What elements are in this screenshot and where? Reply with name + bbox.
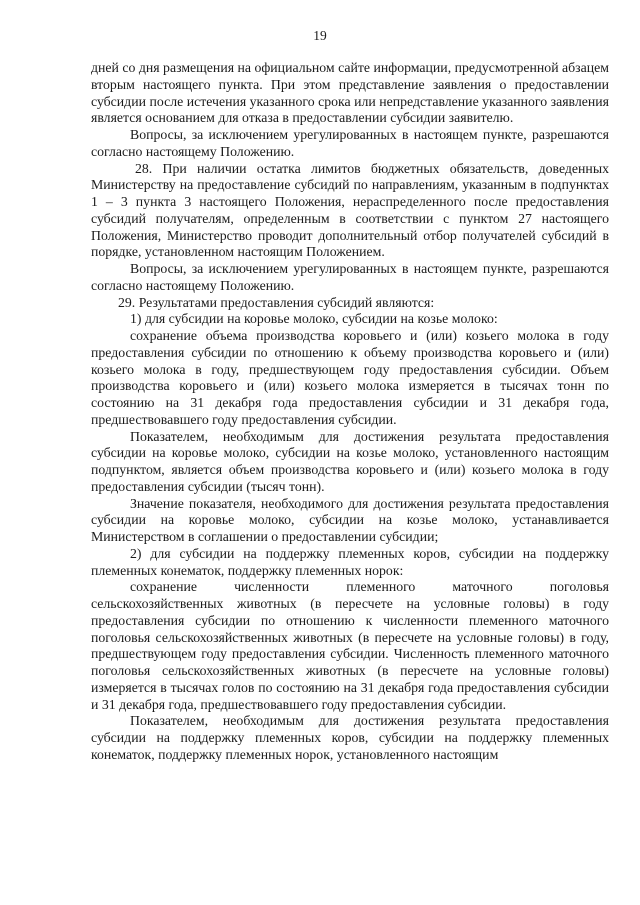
paragraph: Вопросы, за исключением урегулированных в настоящем пункте, разрешаются согласно настоящему Положению. xyxy=(91,127,609,159)
paragraph: 1) для субсидии на коровье молоко, субсидии на козье молоко: xyxy=(130,311,498,327)
paragraph: 2) для субсидии на поддержку племенных коров, субсидии на поддержку племенных конематок, поддержку племенных норок: xyxy=(91,545,609,578)
paragraph: сохранение численности племенного маточного поголовья сельскохозяйственных животных (в пересчете на условные головы) в году предоставления субсидии по отношению к численности племенного маточного поголовья сельскохозяйственных животных (в пересчете на условные головы) в году, предшествующем году предоставления субсидии. Численность племенного маточного поголовья сельскохозяйственных животных (в пересчете на условные головы) измеряется в тысячах голов по состоянию на 31 декабря года предоставления субсидии и 31 декабря года, предшествовавшего году предоставления субсидии. xyxy=(91,579,609,712)
paragraph: 29. Результатами предоставления субсидий являются: xyxy=(118,294,435,310)
page-number: 19 xyxy=(313,28,327,43)
paragraph: Показателем, необходимым для достижения результата предоставления субсидии на поддержку племенных коров, субсидии на поддержку племенных конематок, поддержку племенных норок, установленного настоящим xyxy=(91,713,609,762)
paragraph: 28. При наличии остатка лимитов бюджетных обязательств, доведенных Министерству на предоставление субсидий по направлениям, указанным в подпунктах 1 – 3 пункта 3 настоящего Положения, нераспределенного после предоставления субсидий получателям, определенным в соответствии с пунктом 27 настоящего Положения, Министерство проводит дополнительный отбор получателей субсидий в порядке, установленном настоящим Положением. xyxy=(91,160,609,260)
paragraph: дней со дня размещения на официальном сайте информации, предусмотренной абзацем вторым настоящего пункта. При этом представление заявления о предоставлении субсидии после истечения указанного срока или непредставление указанного заявления является основанием для отказа в предоставлении субсидии заявителю. xyxy=(91,60,609,126)
paragraph: сохранение объема производства коровьего и (или) козьего молока в году предоставления субсидии по отношению к объему производства коровьего и (или) козьего молока в году, предшествующем году предоставления субсидии. Объем производства коровьего и (или) козьего молока измеряется в тысячах тонн по состоянию на 31 декабря года предоставления субсидии и 31 декабря года, предшествовавшего году предоставления субсидии. xyxy=(91,328,609,427)
document-body xyxy=(91,60,609,764)
paragraph: Вопросы, за исключением урегулированных в настоящем пункте, разрешаются согласно настоящему Положению. xyxy=(91,261,609,293)
paragraph: Значение показателя, необходимого для достижения результата предоставления субсидии на коровье молоко, субсидии на козье молоко, устанавливается Министерством в соглашении о предоставлении субсидии; xyxy=(91,495,609,544)
paragraph: Показателем, необходимым для достижения результата предоставления субсидии на коровье молоко, субсидии на козье молоко, установленного настоящим подпунктом, является объем производства коровьего и (или) козьего молока в году предоставления субсидии (тысяч тонн). xyxy=(91,428,609,494)
